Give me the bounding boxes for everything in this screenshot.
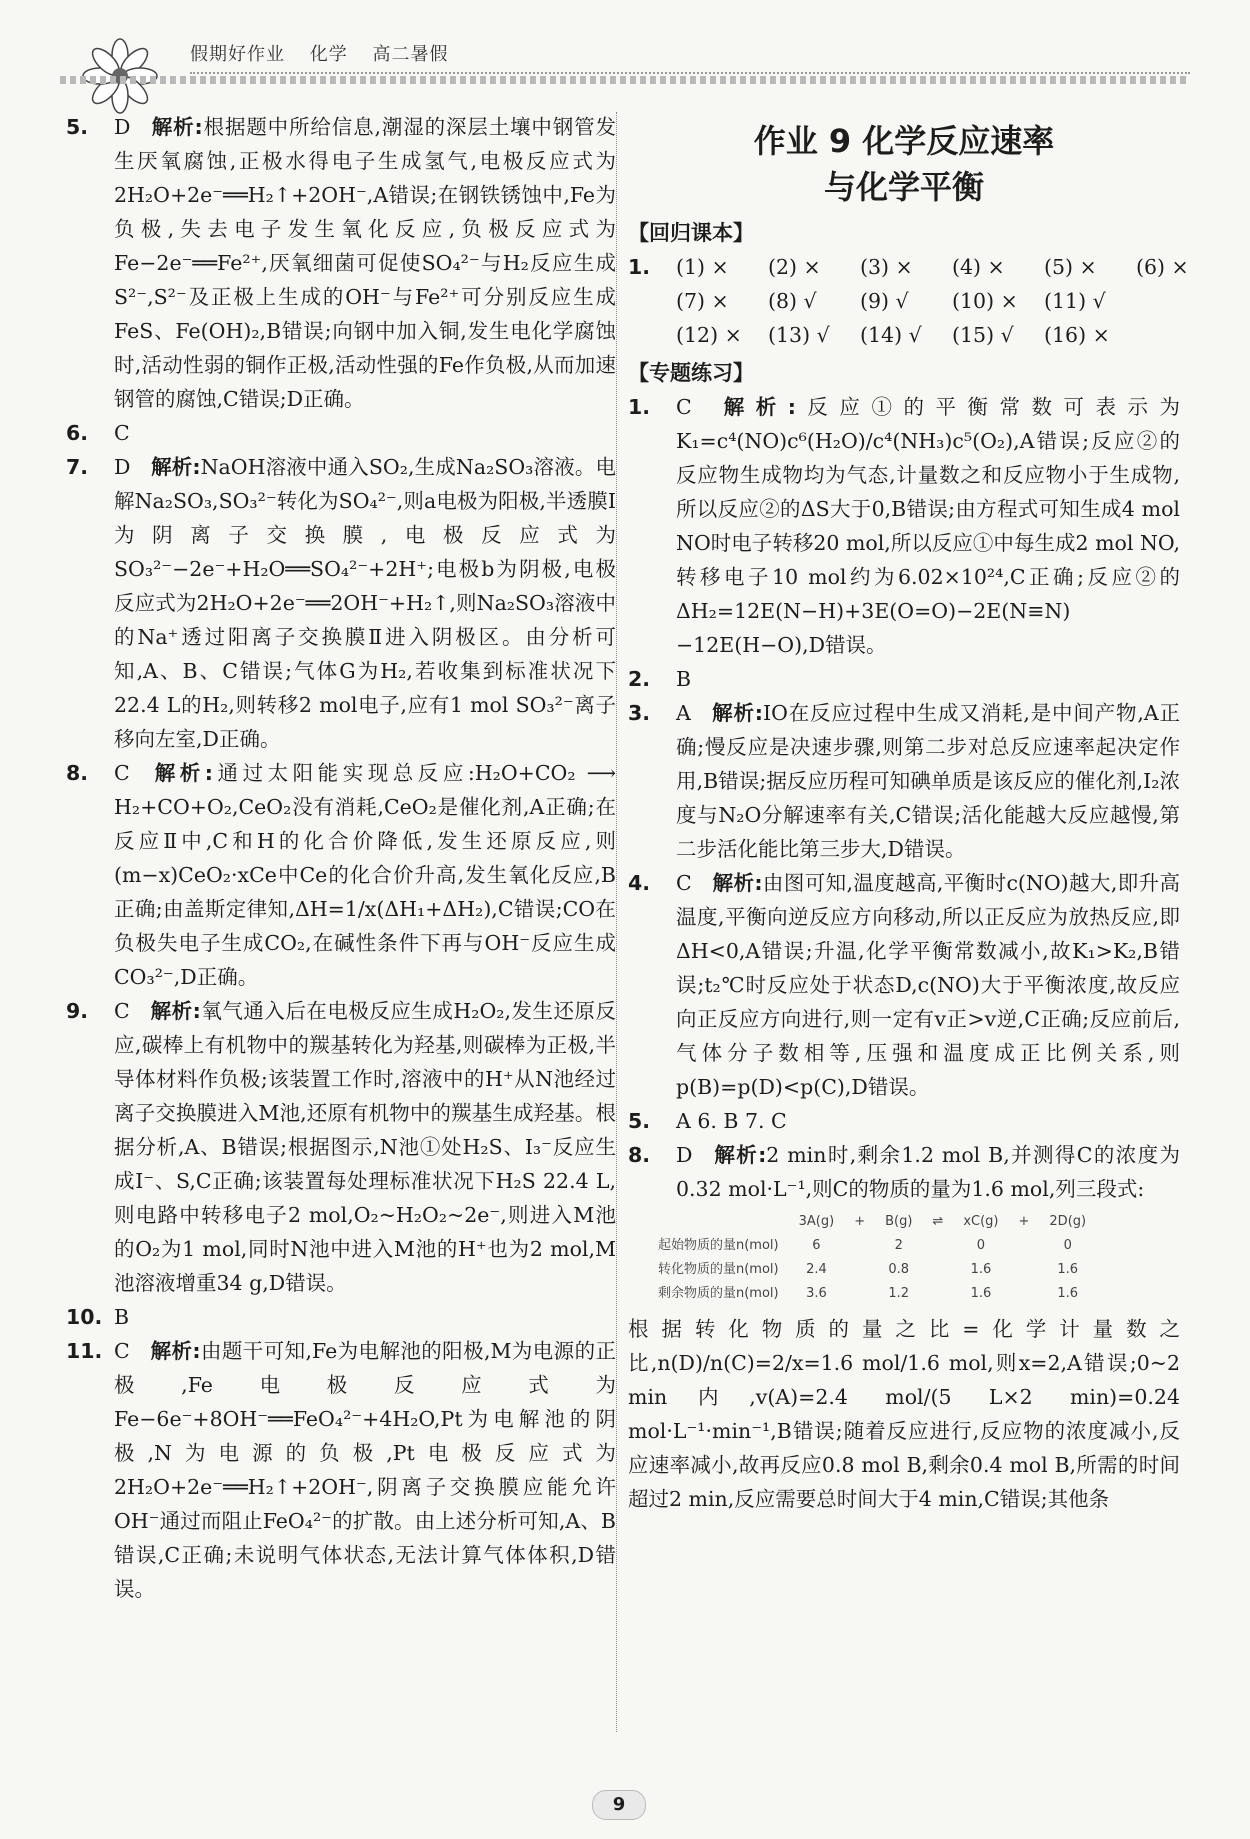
answer-item [628, 662, 1180, 696]
section-topic-practice: 【专题练习】 [628, 361, 754, 385]
section-review-textbook: 【回归课本】 [628, 221, 754, 245]
answer-item [66, 450, 616, 756]
true-false-answers [628, 250, 1189, 352]
table-cell: 2 [894, 1238, 903, 1253]
answer-choice: C [114, 421, 130, 445]
table-cell [922, 1234, 953, 1258]
table-header-cell: 3A(g) [798, 1214, 835, 1229]
analysis-label: 解析: [150, 455, 201, 479]
true-false-answer: (6) × [1136, 255, 1189, 279]
question-number: 2. [628, 667, 651, 691]
table-cell: 1.6 [970, 1262, 992, 1277]
answer-item [66, 1300, 616, 1334]
analysis-label: 解析: [150, 999, 201, 1023]
true-false-answer: (16) × [1044, 323, 1110, 347]
right-column [628, 110, 1189, 1516]
answer-choice: C [114, 761, 130, 785]
true-false-answer: (14) √ [860, 323, 922, 347]
table-row [648, 1258, 1096, 1282]
table-header-cell: + [854, 1214, 866, 1229]
true-false-answer: (3) × [860, 255, 913, 279]
table-cell [1009, 1282, 1040, 1306]
analysis-text: 反应①的平衡常数可表示为K₁=c⁴(NO)c⁶(H₂O)/c⁴(NH₃)c⁵(O₂),A错误;反应②的反应物生成物均为气态,计量数之和反应物小于生成物,所以反应②的ΔS大于0,B错误;由方程式可知生成4 mol NO时电子转移20 mol,所以反应①中每生成2 mol NO,转移电子10 mol约为6.02×10²⁴,C正确;反应②的ΔH₂=12E(N−H)+3E(O=O)−2E(N≡N)−12E(H−O),D错误。 [676, 395, 1181, 657]
answer-choice: C [676, 871, 692, 895]
answer-item [66, 1334, 616, 1606]
table-cell: 2.4 [806, 1262, 827, 1277]
analysis-text: 2 min时,剩余1.2 mol B,并测得C的浓度为0.32 mol·L⁻¹,则C的物质的量为1.6 mol,列三段式: [676, 1143, 1180, 1201]
question-number: 4. [628, 871, 651, 895]
question-number: 5. [628, 1109, 651, 1133]
table-header-cell: B(g) [885, 1214, 913, 1229]
table-cell: 0 [976, 1238, 986, 1253]
question-number: 9. [66, 999, 89, 1023]
header-subject: 化学 [309, 44, 348, 65]
question-number: 5. [66, 115, 89, 139]
answer-choice: B [676, 667, 692, 691]
answer-choice: A [676, 701, 691, 725]
true-false-answer: (10) × [952, 289, 1018, 313]
true-false-answer: (4) × [952, 255, 1005, 279]
question-number: 3. [628, 701, 651, 725]
header-bar [60, 76, 1190, 84]
table-cell: 转化物质的量n(mol) [658, 1262, 779, 1277]
analysis-text: 氧气通入后在电极反应生成H₂O₂,发生还原反应,碳棒上有机物中的羰基转化为羟基,则碳棒为正极,半导体材料作负极;该装置工作时,溶液中的H⁺从N池经过离子交换膜进入M池,还原有机物中的羰基生成羟基。根据分析,A、B错误;根据图示,N池①处H₂S、I₃⁻反应生成I⁻、S,C正确;该装置每处理标准状况下H₂S 22.4 L,则电路中转移电子2 mol,O₂~H₂O₂~2e⁻,则进入M池的O₂为1 mol,同时N池中进入M池的H⁺也为2 mol,M池溶液增重34 g,D错误。 [114, 999, 616, 1295]
table-cell [1009, 1258, 1040, 1282]
true-false-answer: (5) × [1044, 255, 1097, 279]
table-cell [922, 1258, 953, 1282]
answer-item [628, 696, 1180, 866]
question-number: 1. [628, 395, 651, 419]
analysis-text: NaOH溶液中通入SO₂,生成Na₂SO₃溶液。电解Na₂SO₃,SO₃²⁻转化为SO₄²⁻,则a电极为阳极,半透膜Ⅰ为阴离子交换膜,电极反应式为SO₃²⁻−2e⁻+H₂O══SO₄²⁻+2H⁺;电极b为阴极,电极反应式为2H₂O+2e⁻══2OH⁻+H₂↑,则Na₂SO₃溶液中的Na⁺透过阳离子交换膜Ⅱ进入阴极区。由分析可知,A、B、C错误;气体G为H₂,若收集到标准状况下22.4 L的H₂,则转移2 mol电子,应有1 mol SO₃²⁻离子移向左室,D正确。 [114, 455, 617, 751]
true-false-answer: (15) √ [952, 323, 1014, 347]
table-header-cell [648, 1210, 789, 1234]
table-cell: 0.8 [888, 1262, 910, 1277]
true-false-row [628, 284, 1180, 318]
table-header-cell: xC(g) [963, 1214, 999, 1229]
analysis-label: 解析: [712, 871, 763, 895]
answer-item [628, 390, 1180, 662]
table-cell [1009, 1234, 1040, 1258]
table-cell: 3.6 [806, 1286, 827, 1301]
question-number: 6. [66, 421, 89, 445]
true-false-answer: (1) × [676, 255, 729, 279]
true-false-row [628, 250, 1189, 284]
table-cell [844, 1258, 875, 1282]
answer-item [66, 994, 616, 1300]
answer-choice: D [676, 1143, 693, 1167]
question-number: 10. [66, 1305, 103, 1329]
analysis-text: 根据题中所给信息,潮湿的深层土壤中钢管发生厌氧腐蚀,正极水得电子生成氢气,电极反应式为2H₂O+2e⁻══H₂↑+2OH⁻,A错误;在钢铁锈蚀中,Fe为负极,失去电子发生氧化反应,负极反应式为Fe−2e⁻══Fe²⁺,厌氧细菌可促使SO₄²⁻与H₂反应生成S²⁻,S²⁻及正极上生成的OH⁻与Fe²⁺可分别反应生成FeS、Fe(OH)₂,B错误;向钢中加入铜,发生电化学腐蚀时,活动性弱的铜作正极,活动性强的Fe作负极,从而加速钢管的腐蚀,C错误;D正确。 [114, 115, 617, 411]
question-number: 8. [628, 1143, 651, 1167]
table-header-cell: + [1018, 1214, 1030, 1229]
table-cell: 0 [1063, 1238, 1072, 1253]
header-dotted-line [190, 72, 1190, 74]
true-false-answer: (8) √ [768, 289, 817, 313]
right-items [628, 390, 1180, 1206]
table-cell: 1.6 [1057, 1262, 1079, 1277]
answer-item [628, 866, 1180, 1104]
table-cell: 1.6 [1057, 1286, 1079, 1301]
table-cell [922, 1282, 953, 1306]
analysis-label: 解析: [712, 1143, 767, 1167]
header-series: 假期好作业 [190, 44, 285, 65]
analysis-label: 解析: [150, 115, 203, 139]
analysis-text: 由图可知,温度越高,平衡时c(NO)越大,即升高温度,平衡向逆反应方向移动,所以正反应为放热反应,即ΔH<0,A错误;升温,化学平衡常数减小,故K₁>K₂,B错误;t₂℃时反应处于状态D,c(NO)大于平衡浓度,故反应向正反应方向进行,则一定有v正>v逆,C正确;反应前后,气体分子数相等,压强和温度成正比例关系,则p(B)=p(D)<p(C),D错误。 [676, 871, 1180, 1099]
true-false-answer: (7) × [676, 289, 729, 313]
title-line-1: 作业 9 化学反应速率 [753, 122, 1055, 160]
answer-item [628, 1138, 1180, 1206]
analysis-text: 由题干可知,Fe为电解池的阳极,M为电源的正极,Fe电极反应式为Fe−6e⁻+8OH⁻══FeO₄²⁻+4H₂O,Pt为电解池的阴极,N为电源的负极,Pt电极反应式为2H₂O+2e⁻══H₂↑+2OH⁻,阴离子交换膜应能允许OH⁻通过而阻止FeO₄²⁻的扩散。由上述分析可知,A、B错误,C正确;未说明气体状态,无法计算气体体积,D错误。 [114, 1339, 616, 1601]
header-grade: 高二暑假 [372, 44, 449, 65]
true-false-answer: (13) √ [768, 323, 830, 347]
table-cell: 6 [812, 1238, 821, 1253]
table-row [648, 1282, 1096, 1306]
table-cell: 起始物质的量n(mol) [658, 1238, 779, 1253]
table-header-cell: ⇌ [932, 1214, 944, 1229]
answer-choice: C [114, 1339, 130, 1363]
header-title [190, 40, 466, 66]
table-cell: 1.6 [970, 1286, 992, 1301]
answer-choice: A 6. B 7. C [676, 1109, 787, 1133]
table-cell [844, 1234, 875, 1258]
page-number: 9 [592, 1790, 646, 1820]
question-number: 1. [628, 255, 651, 279]
question-number: 8. [66, 761, 89, 785]
true-false-answer: (12) × [676, 323, 742, 347]
true-false-row [628, 318, 1180, 352]
answer-item [66, 756, 616, 994]
true-false-answer: (2) × [768, 255, 821, 279]
assignment-title [628, 118, 1180, 210]
analysis-text: IO在反应过程中生成又消耗,是中间产物,A正确;慢反应是决速步骤,则第二步对总反应速率起决定作用,B错误;据反应历程可知碘单质是该反应的催化剂,I₂浓度与N₂O分解速率有关,C错误;活化能越大反应越慢,第二步活化能比第三步大,D错误。 [676, 701, 1180, 861]
answer-choice: C [114, 999, 130, 1023]
analysis-label: 解析: [150, 1339, 201, 1363]
true-false-answer: (11) √ [1044, 289, 1106, 313]
true-false-answer: (9) √ [860, 289, 909, 313]
answer-choice: C [676, 395, 692, 419]
table-header-cell: 2D(g) [1049, 1214, 1087, 1229]
column-divider [616, 112, 618, 1732]
analysis-text: 通过太阳能实现总反应:H₂O+CO₂ ⟶ H₂+CO+O₂,CeO₂没有消耗,CeO₂是催化剂,A正确;在反应Ⅱ中,C和H的化合价降低,发生还原反应,则(m−x)CeO₂·xCe中Ce的化合价升高,发生氧化反应,B正确;由盖斯定律知,ΔH=1/x(ΔH₁+ΔH₂),C错误;CO在负极失电子生成CO₂,在碱性条件下再与OH⁻反应生成CO₃²⁻,D正确。 [114, 761, 616, 989]
analysis-label: 解析: [712, 395, 796, 419]
table-cell [844, 1282, 875, 1306]
answer-choice: B [114, 1305, 130, 1329]
title-line-2: 与化学平衡 [823, 168, 984, 206]
answer-item [66, 110, 616, 416]
three-stage-table [648, 1210, 1096, 1306]
table-row [648, 1234, 1096, 1258]
answer-choice: D [114, 455, 131, 479]
analysis-label: 解析: [150, 761, 213, 785]
table-cell: 剩余物质的量n(mol) [658, 1286, 779, 1301]
answer-item [628, 1104, 1180, 1138]
tail-paragraph: 根据转化物质的量之比=化学计量数之比,n(D)/n(C)=2/x=1.6 mol/1.6 mol,则x=2,A错误;0~2 min内,v(A)=2.4 mol/(5 L×2 min)=0.24 mol·L⁻¹·min⁻¹,B错误;随着反应进行,反应物的浓度减小,反应速率减小,故再反应0.8 mol B,剩余0.4 mol B,所需的时间超过2 min,反应需要总时间大于4 min,C错误;其他条 [628, 1317, 1180, 1511]
answer-item [66, 416, 616, 450]
question-number: 7. [66, 455, 89, 479]
page-header [60, 28, 1190, 103]
table-cell: 1.2 [888, 1286, 910, 1301]
analysis-label: 解析: [711, 701, 763, 725]
answer-choice: D [114, 115, 131, 139]
question-number: 11. [66, 1339, 103, 1363]
left-column [66, 110, 616, 1606]
